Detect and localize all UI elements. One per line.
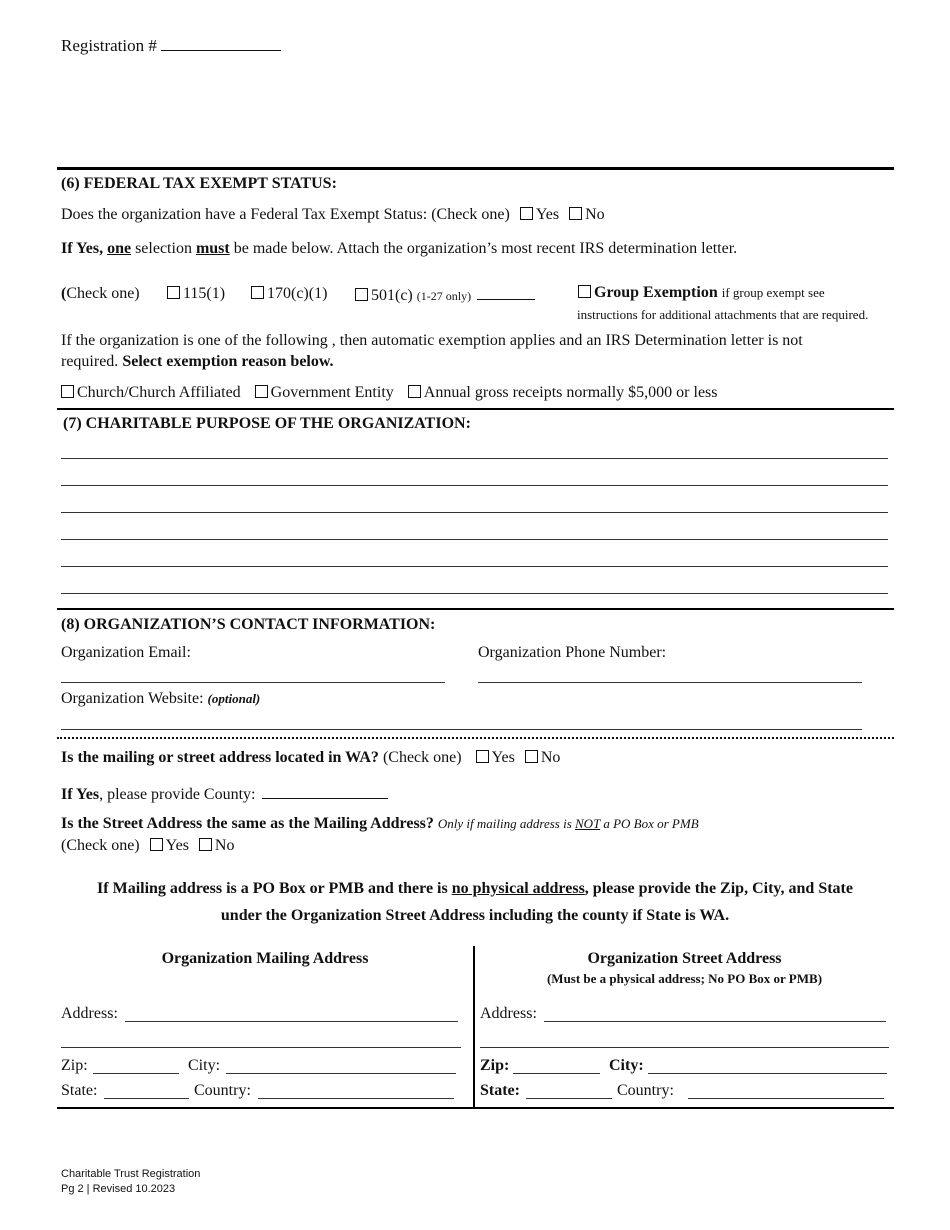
- same-address-yes-checkbox[interactable]: [150, 838, 163, 851]
- tax-exempt-question: Does the organization have a Federal Tax Exempt Status: (Check one) Yes No: [61, 206, 605, 223]
- purpose-line[interactable]: [61, 512, 888, 513]
- section-7-title: (7) CHARITABLE PURPOSE OF THE ORGANIZATION:: [63, 415, 471, 432]
- mailing-state-label: State:: [61, 1082, 98, 1099]
- county-row: If Yes, please provide County:: [61, 784, 388, 804]
- street-zip-label: Zip:: [480, 1057, 510, 1074]
- mailing-country-field[interactable]: [258, 1098, 454, 1099]
- purpose-line[interactable]: [61, 539, 888, 540]
- street-address-label: Address:: [480, 1005, 537, 1022]
- gross-receipts-checkbox[interactable]: [408, 385, 421, 398]
- mailing-city-field[interactable]: [226, 1073, 456, 1074]
- street-zip-field[interactable]: [513, 1073, 600, 1074]
- church-checkbox[interactable]: [61, 385, 74, 398]
- section-divider: [57, 167, 894, 170]
- mailing-state-field[interactable]: [104, 1098, 189, 1099]
- group-exemption-checkbox[interactable]: [578, 285, 591, 298]
- email-field[interactable]: [61, 682, 445, 683]
- auto-exemption-text-2: required. Select exemption reason below.: [61, 353, 334, 370]
- auto-exemption-options: Church/Church Affiliated Government Entity Annual gross receipts normally $5,000 or less: [61, 384, 718, 402]
- government-checkbox[interactable]: [255, 385, 268, 398]
- mailing-zip-label: Zip:: [61, 1057, 88, 1074]
- street-address-subtitle: (Must be a physical address; No PO Box or PMB): [546, 971, 823, 986]
- section-divider: [57, 608, 894, 610]
- registration-number-label: Registration #: [61, 36, 281, 56]
- purpose-line[interactable]: [61, 593, 888, 594]
- purpose-line[interactable]: [61, 458, 888, 459]
- tax-exempt-yes-checkbox[interactable]: [520, 207, 533, 220]
- street-city-field[interactable]: [648, 1073, 887, 1074]
- phone-field[interactable]: [478, 682, 862, 683]
- mailing-address-field[interactable]: [125, 1021, 458, 1022]
- option-501c[interactable]: 501(c) (1-27 only): [355, 285, 535, 305]
- option-170-checkbox[interactable]: [251, 286, 264, 299]
- option-501c-checkbox[interactable]: [355, 288, 368, 301]
- street-address-title: Organization Street Address: [587, 950, 782, 967]
- mailing-country-label: Country:: [194, 1082, 251, 1099]
- section-divider: [57, 408, 894, 410]
- tax-exempt-no-checkbox[interactable]: [569, 207, 582, 220]
- auto-exemption-text: If the organization is one of the following , then automatic exemption applies and an IRS Determination letter is not: [61, 332, 803, 349]
- wa-no-checkbox[interactable]: [525, 750, 538, 763]
- street-state-field[interactable]: [526, 1098, 612, 1099]
- email-label: Organization Email:: [61, 644, 191, 661]
- section-6-title: (6) FEDERAL TAX EXEMPT STATUS:: [61, 175, 337, 192]
- 501c-subsection-field[interactable]: [477, 285, 535, 300]
- pobox-instructions-2: under the Organization Street Address including the county if State is WA.: [220, 907, 730, 924]
- wa-address-question: Is the mailing or street address located in WA? (Check one) Yes No: [61, 749, 561, 766]
- street-city-label: City:: [609, 1057, 644, 1074]
- group-exemption-option[interactable]: Group Exemption if group exempt see: [578, 284, 825, 302]
- mailing-address-line-2[interactable]: [61, 1047, 461, 1048]
- pobox-instructions: If Mailing address is a PO Box or PMB and there is no physical address, please provide the Zip, City, and State: [97, 880, 853, 897]
- county-field[interactable]: [262, 784, 388, 799]
- address-bottom-border: [57, 1107, 894, 1109]
- purpose-line[interactable]: [61, 485, 888, 486]
- option-115[interactable]: 115(1): [167, 285, 225, 303]
- option-170[interactable]: 170(c)(1): [251, 285, 327, 303]
- footer-page: Pg 2 | Revised 10.2023: [61, 1183, 176, 1195]
- street-address-field[interactable]: [544, 1021, 886, 1022]
- dotted-divider: [57, 737, 894, 739]
- determination-letter-instructions: If Yes, one selection must be made below. Attach the organization’s most recent IRS determination letter.: [61, 240, 738, 257]
- option-115-checkbox[interactable]: [167, 286, 180, 299]
- registration-number-field[interactable]: [161, 36, 281, 51]
- street-address-line-2[interactable]: [480, 1047, 889, 1048]
- street-state-label: State:: [480, 1082, 520, 1099]
- mailing-zip-field[interactable]: [93, 1073, 179, 1074]
- footer-title: Charitable Trust Registration: [61, 1168, 201, 1180]
- same-address-options: (Check one) Yes No: [61, 837, 235, 854]
- section-8-title: (8) ORGANIZATION’S CONTACT INFORMATION:: [61, 616, 436, 633]
- wa-yes-checkbox[interactable]: [476, 750, 489, 763]
- website-label: Organization Website: (optional): [61, 690, 261, 707]
- street-country-field[interactable]: [688, 1098, 884, 1099]
- same-address-question: Is the Street Address the same as the Mailing Address? Only if mailing address is NOT a PO Box or PMB: [61, 815, 699, 832]
- mailing-address-title: Organization Mailing Address: [161, 950, 369, 967]
- phone-label: Organization Phone Number:: [478, 644, 667, 661]
- mailing-city-label: City:: [188, 1057, 221, 1074]
- street-country-label: Country:: [617, 1082, 674, 1099]
- website-field[interactable]: [61, 729, 862, 730]
- exemption-type-row: (Check one): [61, 285, 140, 302]
- same-address-no-checkbox[interactable]: [199, 838, 212, 851]
- mailing-address-label: Address:: [61, 1005, 118, 1022]
- group-exemption-note: instructions for additional attachments that are required.: [577, 307, 869, 322]
- purpose-line[interactable]: [61, 566, 888, 567]
